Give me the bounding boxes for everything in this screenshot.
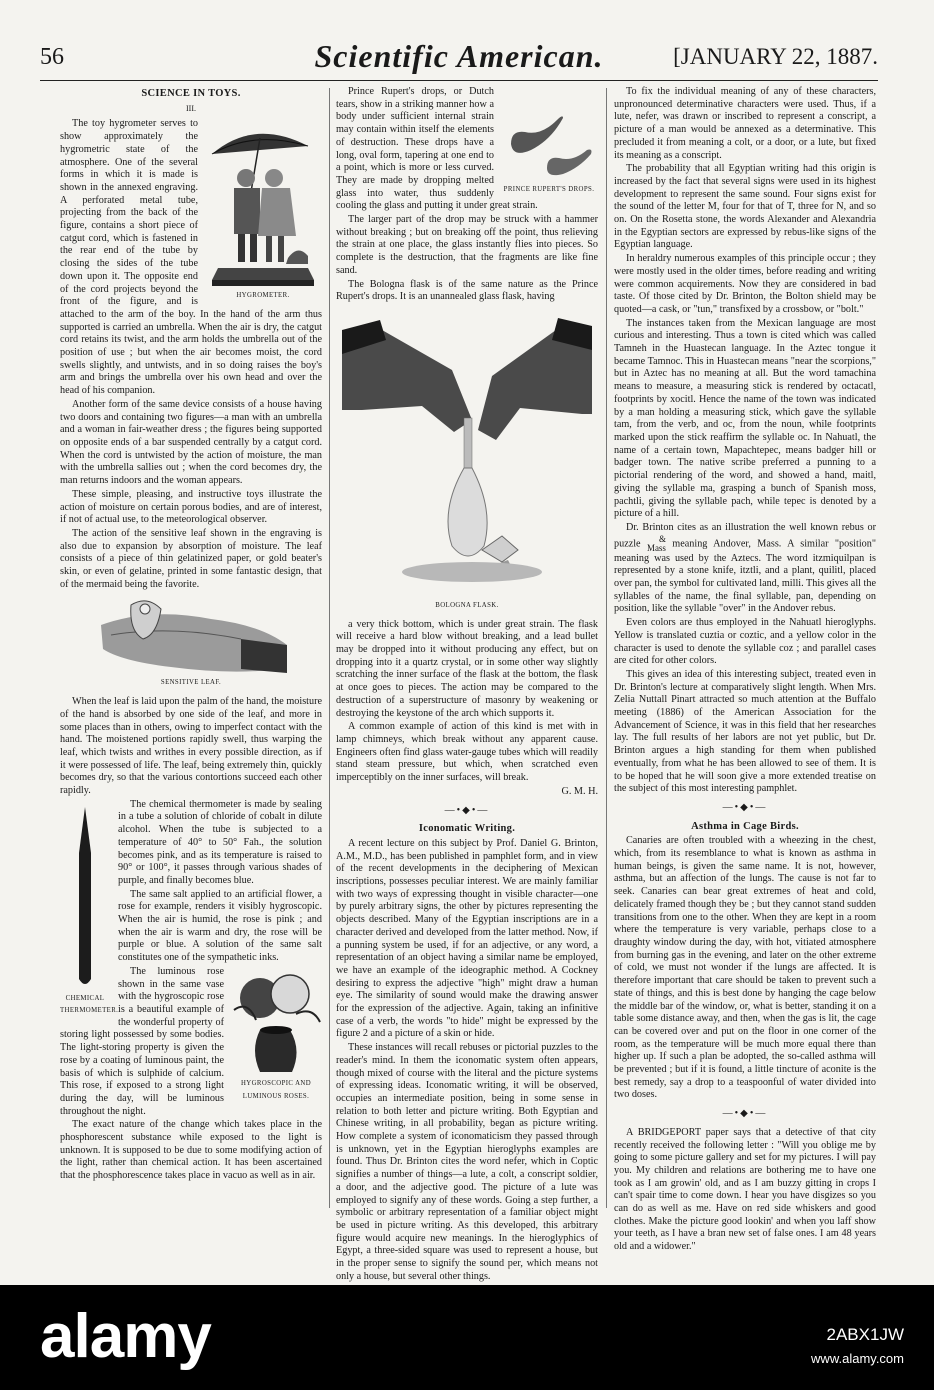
paragraph: Another form of the same device consists of a house having two doors and containing two figures—a man with an umbrella and a woman in fair-weather dress ; the figures being supported on opposite ends of a bar suspended centrally by a catgut cord. When the cord is untwisted by the action of moisture, the man with the umbrella sallies out ; when the cord becomes dry, the man returns indoors and the woman appears. [60, 398, 322, 487]
page-number: 56 [40, 44, 64, 70]
paragraph: The toy hygrometer serves to show approximately the hygrometric state of the atmosphere. One of the several forms in which it is made is shown in the annexed engraving. A perforated metal tube, projecting from the back of the figure, contains a short piece of catgut cord, which is fastened in the rear end of the tube by closing the sides of the tube down upon it. The opposite end of the cord projects beyond the front of the figure, and is attached to the arm of the boy. In the hand of the arm thus supported is carried an umbrella. When the air is dry, the catgut cord retains its twist, and the arm holds the umbrella out of the position of use ; but when the air becomes moist, the cord swells slightly, and untwists, and in so doing raises the boy's arm and brings the umbrella over his own head and over the head of his companion. [60, 118, 322, 397]
paragraph: The instances taken from the Mexican language are most curious and interesting. Thus a town is cited which was called Tamneh in the Huastecan language. In the Aztec tongue it became Tamnoc. This in Huastecan means "near the scorpions," but in Aztec has no meaning at all. But the word tamachina means to measure, a measuring stick is rendered by octacatl, footprints by xocitl. Hence the name of the town was indicated by a man holding a measuring stick, which gave the syllable tam, from the verb, and oc, from the noun, while footprints marked upon the stick reaffirm the syllable oc. In Nahuatl, the name of a certain town, Mapachtepec, means badger hill or badger town. The native scribe preferred a punning to a pictorial rendering of the word, and showed a hand, maitl, giving the syllable ma, grasping a bunch of Spanish moss, pachtli, giving the syllable pach, while tepec is denoted by a picture of a hill. [614, 317, 876, 520]
thermometer-illustration [65, 803, 105, 993]
article-subtitle: III. [186, 103, 196, 113]
article-title-science-in-toys: SCIENCE IN TOYS. [141, 88, 241, 99]
rebus-explanation: meaning Andover, Mass. A similar "position" meaning was used by the Aztecs. The word itzmiquilpan is represented by a stone knife, itztli, and a plant, quilitl, placed over pan, the symbol for cultivated land, milli. This gives all the syllables of the name, the final syllable, pan, depending on position, like the syllable "over" in the Andover rebus. [614, 537, 877, 615]
hygrometer-caption: HYGROMETER. [236, 292, 290, 300]
column-1 [60, 86, 322, 1184]
article-title-asthma-in-cage-birds: Asthma in Cage Birds. [691, 820, 799, 832]
prince-ruperts-drops-figure [500, 104, 598, 197]
paragraph: These simple, pleasing, and instructive toys illustrate the action of moisture on certain porous bodies, and are of interest, if not of actual use, to the meteorological observer. [60, 488, 322, 526]
paragraph: Prince Rupert's drops, or Dutch tears, show in a striking manner how a body under sufficient internal strain may contain within itself the elements of destruction. These drops have a long, oval form, tapering at one end to a point, which is more or less curved. They are made by dropping melted glass into water, thus suddenly cooling the glass and putting it under great strain. [336, 86, 538, 212]
paragraph: The luminous rose shown in the same vase with the hygroscopic rose is a beautiful example of the wonderful property of storing light possessed by some bodies. The light-storing property is given the rose by a coating of luminous paint, the basis of which is sulphide of calcium. This rose, if exposed to a strong light during the day, will be luminous throughout the night. [60, 965, 224, 1117]
flask-illustration [342, 310, 592, 600]
author-signoff: G. M. H. [561, 785, 598, 797]
section-ornament: —•◆•— [722, 801, 768, 813]
header-rule [40, 80, 878, 81]
paragraph: The Bologna flask is of the same nature as the Prince Rupert's drops. It is an unannealed glass flask, having [336, 278, 598, 303]
paragraph: The chemical thermometer is made by sealing in a tube a solution of chloride of cobalt in dilute alcohol. When the tube is subjected to a temperature of 40° to 50° Fah., the solution becomes pink, and as its temperature is raised to 90° or 100°, it passes through various shades of purple, and finally becomes blue. [118, 798, 322, 886]
flask-caption: BOLOGNA FLASK. [435, 601, 499, 609]
sensitive-leaf-illustration [91, 595, 291, 677]
website-url: www.alamy.com [811, 1351, 904, 1366]
paragraph [614, 522, 876, 616]
hygrometer-illustration [204, 118, 322, 290]
column-divider [606, 88, 607, 1208]
bologna-flask-figure [336, 310, 598, 613]
rebus-intro: Dr. Brinton cites as an illustration the well known rebus or puzzle [614, 521, 876, 549]
paragraph: When the leaf is laid upon the palm of the hand, the moisture of the hand is absorbed by one side of the leaf, and more in some places than in others, owing to imperfect contact with the hand. The moistened portions rapidly swell, thus warping the leaf, which twists and writhes in every possible direction, as if it were possessed of life. The leaf, being extremely thin, quickly becomes dry, so that the various contortions succeed each other rapidly. [60, 696, 322, 797]
article-title-iconomatic-writing: Iconomatic Writing. [418, 823, 516, 835]
stock-footer-bar [0, 1285, 934, 1390]
paragraph: In heraldry numerous examples of this principle occur ; they were mostly used in the older times, before reading and writing were common acquirements. Now they are considered in bad taste. Of those cited by Dr. Brinton, the Bolton shield may be quoted—a cask, or "tun," transfixed by a crossbow, or "bolt." [614, 253, 876, 315]
paragraph: A common example of action of this kind is met with in lamp chimneys, which break without any apparent cause. Engineers often find glass water-gauge tubes which will readily stand steam pressure, but which, when scratched even imperceptibly on the inner surfaces, will break. [336, 721, 598, 784]
paragraph: a very thick bottom, which is under great strain. The flask will receive a hard blow without breaking, and a lead bullet may be dropped into it without producing any effect, but on dropping into it a quartz crystal, or in some other way slightly scratching the inner surface of the flask at the bottom, the flask at once goes to pieces. The action may be compared to the destruction of a superstructure of masonry by weakening or destroying the keystone of the arch which supports it. [336, 618, 598, 719]
paragraph: The larger part of the drop may be struck with a hammer without breaking ; but on breaking off the point, thus relieving the strain at one place, the glass instantly flies into pieces. So complete is the destruction, that the fragments are like fine sand. [336, 214, 598, 276]
paragraph: The probability that all Egyptian writing had this origin is increased by the fact that several signs were used in its highest development to represent the same sound. Four signs exist for the sound of the letter M, four for that of T, three for N, and so on. On the Rosetta stone, the words Alexander and Alexandria in the Egyptian sectors are expressed by rebus-like signs of the Egyptian language. [614, 163, 876, 251]
sensitive-leaf-figure [60, 595, 322, 690]
paragraph: The same salt applied to an artificial flower, a rose for example, renders it visibly hygroscopic. When the air is humid, the rose is pink ; and when the air is warm and dry, the rose will be purple or blue. A solution of the same salt constitutes one of the sympathetic inks. [118, 888, 322, 964]
paragraph: A recent lecture on this subject by Prof. Daniel G. Brinton, A.M., M.D., has been published in pamphlet form, and in view of the recent developments in the deciphering of Mexican inscriptions, possesses peculiar interest. We are mainly familiar with two ways of expressing thought in visible character—one by purely arbitrary signs, the other by pictures representing the objects described. Many of the Egyptian inscriptions are in a character derived and developed from the latter method. Now, if a punning system be used, if for an adjective, or any word, a representation of an object having a similar name be employed, we have an example of the ideographic method. A Cockney desiring to express the adjective "high" might draw a human eye. The similarity of sound would make the drawing answer for the expression of the adjective. Again, taking an infinitive case of a verb, the words "to hide" might be expressed by the figure 2 and a picture of a skin or hide. [336, 837, 598, 1040]
alamy-logo: alamy [40, 1302, 211, 1371]
thermometer-caption: CHEMICAL THERMOMETER. [60, 994, 119, 1015]
paragraph: A BRIDGEPORT paper says that a detective of that city recently received the following letter : "Will you oblige me by going to some picture gallery and set for my pictures. I will pay you. My children and relations are bothering me to have one took as I am growin' old, and as I am buzzy gitting in crops I can't spair time to come down. I hear you have disgizes so you can do as well as me. Have on red side whiskers and good clothes. Make the picture good lookin' and when you laff show your teeth, as I have a bran new set of false ones. I am 48 years old and a widower." [614, 1126, 876, 1253]
column-2 [336, 86, 598, 1285]
paragraph: This gives an idea of this interesting subject, treated even in Dr. Brinton's lecture at comparatively slight length. When Mrs. Zelia Nuttall Pinart attracted so much attention at the Buffalo meeting (1886) of the American Association for the Advancement of Science, it was in this field that her researches lay. The full results of her labors are not yet public, but Dr. Brinton argues a high standing for them when published eventually, from what he has been allowed to see of them. It is to be hoped that he will soon give a more extended treatise on the subject of this most interesting pamphlet. [614, 668, 876, 795]
roses-figure [230, 970, 322, 1103]
paragraph: Canaries are often troubled with a wheezing in the chest, which, from its resemblance to what is known as asthma in human beings, is given the same name. It is not, however, asthma, but an affection of the lungs. The cause is not far to seek. Canaries can bear great extremes of heat and cold, delicately framed though they be ; but they cannot stand sudden transitions from one to the other. When they are kept in a room where the temperature is very variable, perhaps close to a draughty window during the day, with hot, vitiated atmosphere from burning gas in the evening, and later on the other extreme of cold, we must not wonder if the lungs are affected. It is therefore important that care should be taken to prevent such a state of things, and this is best done by hanging the cage below the middle bar of the window, or, what is better, standing it on a table some distance away, and then, when the gas is lit, the cage can be covered over and put on the floor in one corner of the room, as the temperature will be much more equal there than higher up. If such a plan be adopted, the so-called asthma will be prevented ; but if it is found, a little tincture of aconite is the best remedy, say a drop to a teaspoonful of water divided into two doses. [614, 835, 876, 1101]
rebus-bottom: Mass [646, 542, 666, 553]
column-3 [614, 86, 876, 1255]
paragraph: The exact nature of the change which takes place in the phosphorescent substance while exposed to the light is unknown. It is supposed to be due to some modifying action of the light, rather than chemical action. It has been ascertained that the phosphorescence takes place in vacuo as well as in air. [60, 1119, 322, 1182]
masthead: Scientific American. [314, 38, 604, 74]
image-code: 2ABX1JW [826, 1325, 904, 1344]
section-ornament: —•◆•— [722, 1108, 768, 1120]
rebus-top: & [658, 533, 666, 544]
roses-caption: HYGROSCOPIC AND LUMINOUS ROSES. [240, 1079, 312, 1100]
paragraph: Even colors are thus employed in the Nahuatl hieroglyphs. Yellow is translated cuztia or coztic, and a yellow color in the character is used to denote the syllable coz ; and parallel cases are cited for other colors. [614, 617, 876, 667]
issue-date: [JANUARY 22, 1887. [673, 44, 878, 69]
section-ornament: —•◆•— [444, 804, 490, 816]
paragraph: These instances will recall rebuses or pictorial puzzles to the reader's mind. In them the iconomatic system often appears, though mixed of course with the literal and the picture systems of expressing ideas. Iconomatic writing, it will be observed, occupies an intermediate position, being in some sense in relation to both letter and picture writing. Both Egyptian and Chinese writing, in all probability, began as picture writing. How complete a system of iconomaticism they passed through is unknown, yet in the Egyptian hieroglyphs examples are found. Thus Dr. Brinton cites the word nefer, which in Coptic signifies a number of things—a lute, a colt, a conscript soldier, a door, and the adjective good. The picture of a lute was employed to signify any of these words. Going a step further, a symbolic or arbitrary representation of a familiar object might be used in picture writing. As this developed, this arbitrary figure would acquire new meanings. In the hieroglyphics of Egypt, a three-sided square was used to represent a house, but in the proper sense to signify the sound per, which means not only a house, but several other things. [336, 1042, 598, 1282]
chemical-thermometer-figure [60, 803, 119, 1018]
paragraph: The action of the sensitive leaf shown in the engraving is also due to expansion by absorption of moisture. The leaf consists of a piece of thin gelatinized paper, or gold beater's skin, or even of gelatine, printed in some fantastic design, that of the mermaid being the favorite. [60, 527, 322, 590]
hygrometer-figure [204, 118, 322, 303]
column-divider [329, 88, 330, 1208]
sensitive-leaf-caption: SENSITIVE LEAF. [160, 679, 222, 687]
page-header [40, 38, 878, 78]
drops-illustration [501, 104, 597, 184]
roses-vase-illustration [230, 970, 322, 1078]
paragraph: To fix the individual meaning of any of these characters, unpronounced determinative characters were used. Thus, if a lute, nefer, was drawn or inscribed to represent a conscript, a picture of a man would be annexed as a determinative. This precluded it from meaning a colt, or a door, or a lute, but fixed its meaning as a conscript. [614, 86, 876, 161]
rebus-symbol [647, 535, 666, 553]
drops-caption: PRINCE RUPERT'S DROPS. [503, 186, 595, 193]
